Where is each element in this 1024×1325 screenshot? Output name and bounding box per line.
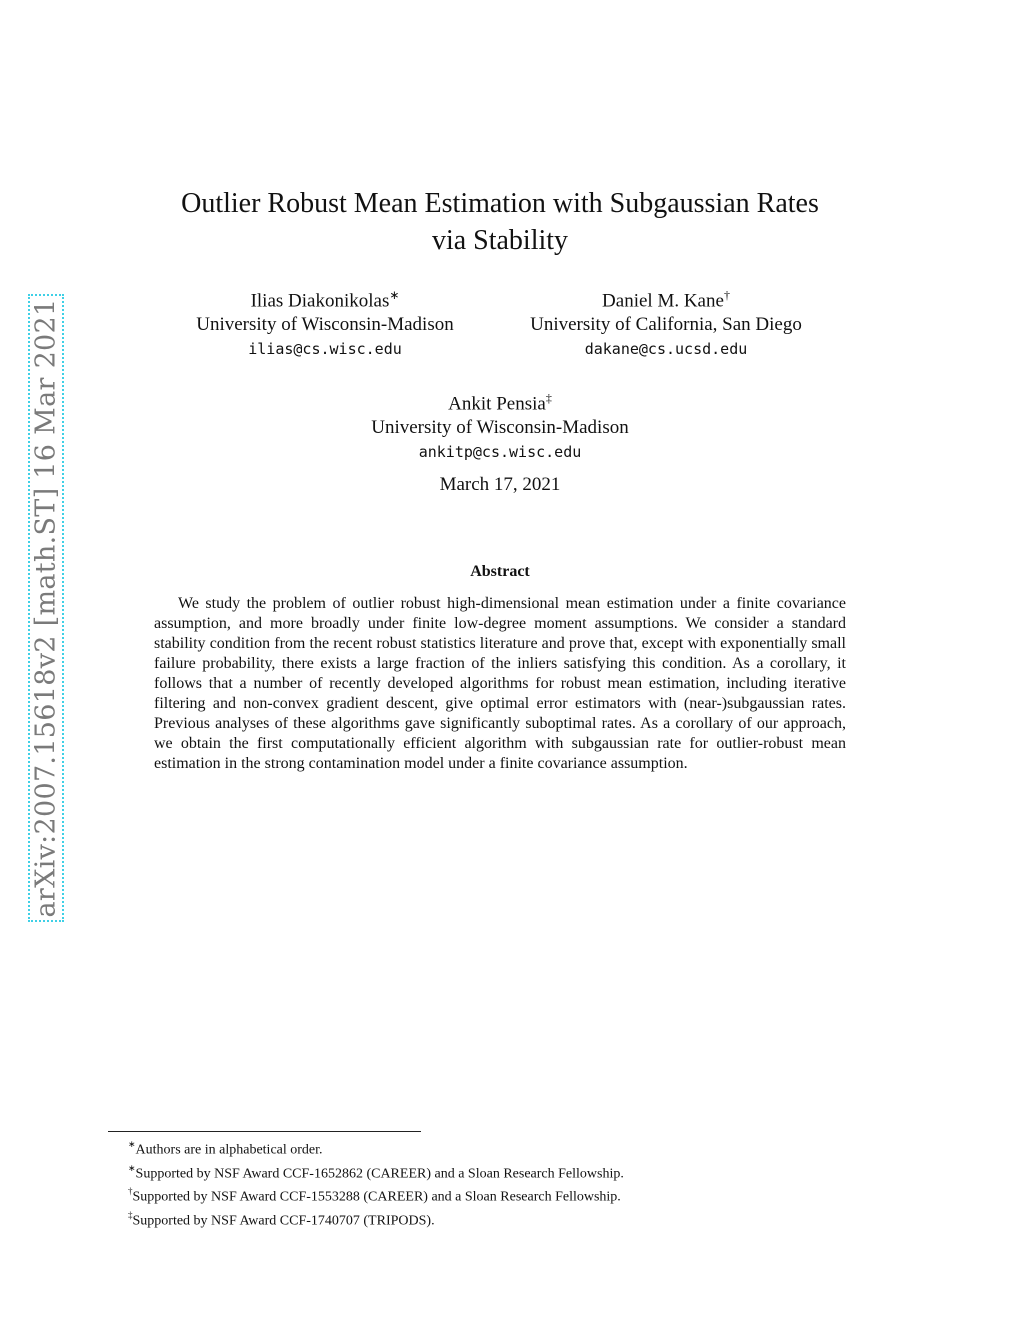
author-affiliation: University of Wisconsin-Madison xyxy=(196,314,454,336)
arxiv-stamp xyxy=(28,294,64,922)
author-block-1 xyxy=(165,283,485,361)
paper-title-line-1: Outlier Robust Mean Estimation with Subgaussian Rates xyxy=(181,188,819,219)
arxiv-identifier: arXiv:2007.15618v2 [math.ST] 16 Mar 2021 xyxy=(30,298,62,918)
author-mark: ∗ xyxy=(389,288,400,302)
author-affiliation: University of Wisconsin-Madison xyxy=(371,417,629,439)
author-name: Ankit Pensia‡ xyxy=(448,391,552,415)
abstract-heading: Abstract xyxy=(470,563,530,580)
footnotes xyxy=(128,1136,928,1231)
author-name: Daniel M. Kane† xyxy=(602,288,730,312)
footnote: ∗Supported by NSF Award CCF-1652862 (CAREER) and a Sloan Research Fellowship. xyxy=(128,1162,624,1182)
footnote: †Supported by NSF Award CCF-1553288 (CAREER) and a Sloan Research Fellowship. xyxy=(128,1186,621,1205)
author-mark: † xyxy=(723,288,730,302)
author-affiliation: University of California, San Diego xyxy=(530,314,802,336)
footnote: ∗Authors are in alphabetical order. xyxy=(128,1139,323,1158)
author-block-3 xyxy=(340,386,660,464)
author-block-2 xyxy=(506,283,826,361)
author-name: Ilias Diakonikolas∗ xyxy=(250,288,400,312)
author-email[interactable]: dakane@cs.ucsd.edu xyxy=(584,340,748,359)
author-email[interactable]: ilias@cs.wisc.edu xyxy=(248,340,402,359)
footnote: ‡Supported by NSF Award CCF-1740707 (TRIPODS). xyxy=(128,1209,435,1229)
author-mark: ‡ xyxy=(545,391,552,405)
paper-date: March 17, 2021 xyxy=(439,474,561,495)
paper-title-line-2: via Stability xyxy=(431,225,569,256)
abstract-text: We study the problem of outlier robust high-dimensional mean estimation under a finite covariance assumption, and more broadly under finite low-degree moment assumptions. We consider a standard stability condition from the recent robust statistics literature and prove that, except with exponentially small failure probability, there exists a large fraction of the inliers satisfying this condition. As a corollary, it follows that a number of recently developed algorithms for robust mean estimation, including iterative filtering and non-convex gradient descent, give optimal error estimators with (near-)subgaussian rates. Previous analyses of these algorithms gave significantly suboptimal rates. As a corollary of our approach, we obtain the first computationally efficient algorithm with subgaussian rate for outlier-robust mean estimation in the strong contamination model under a finite covariance assumption. xyxy=(154,595,846,772)
footnote-divider xyxy=(108,1131,421,1132)
author-email[interactable]: ankitp@cs.wisc.edu xyxy=(418,443,582,462)
